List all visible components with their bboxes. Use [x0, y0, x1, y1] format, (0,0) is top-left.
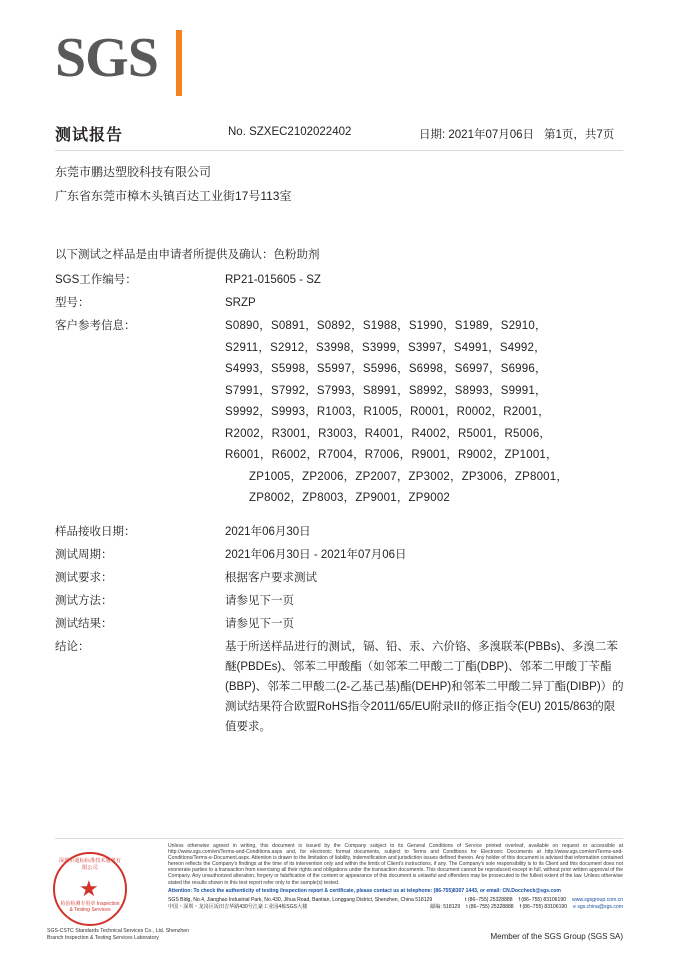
intro-text: 以下测试之样品是由申请者所提供及确认：色粉助剂 [55, 249, 320, 261]
report-header [55, 122, 625, 146]
list-item: S2911，S2912，S3998，S3999，S3997，S4991，S4992， [225, 341, 546, 354]
stamp-ring-text: 深圳市通标标准技术服务有限公司 [58, 858, 122, 871]
field-row [55, 545, 625, 566]
list-item: S9992，S9993，R1003，R1005，R0001，R0002，R2001， [225, 406, 550, 418]
field-value: 2021年06月30日 [225, 525, 311, 538]
field-value: 根据客户要求测试 [225, 571, 317, 584]
list-item: R6001，R6002，R7004，R7006，R9001，R9002，ZP1001， [225, 449, 558, 461]
footer-address-cn: 中国・深圳・龙岗区坂田吉华路430号江豪工业园4栋SGS大楼 [168, 903, 308, 910]
header-divider [55, 150, 623, 151]
field-value: 2021年06月30日 - 2021年07月06日 [225, 548, 407, 561]
field-row [55, 614, 625, 635]
page-count: 第1页，共7页 [544, 129, 615, 141]
sgs-logo [55, 28, 215, 98]
field-label: 测试方法： [55, 594, 113, 607]
stamp-caption: SGS-CSTC Standards Technical Services Co., Ltd. Shenzhen Branch Inspection & Testing Services Laboratory [47, 928, 190, 941]
customer-reference-row [55, 316, 625, 510]
list-item: S7991，S7992，S7993，S8991，S8992，S8993，S9991， [225, 384, 547, 397]
footer-address-row-en [168, 897, 623, 904]
field-value: 请参见下一页 [225, 617, 294, 630]
conclusion-text: 基于所送样品进行的测试，镉、铅、汞、六价铬、多溴联苯(PBBs)、多溴二苯醚(PBDEs)、邻苯二甲酸酯（如邻苯二甲酸二丁酯(DBP)、邻苯二甲酸丁苄酯(BBP)、邻苯二甲酸二(2-乙基己基)酯(DEHP)和邻苯二甲酸二异丁酯(DIBP)）的测试结果符合欧盟RoHS指令2011/65/EU附录II的修正指令(EU) 2015/863的限值要求。 [225, 640, 624, 733]
field-row [55, 591, 625, 612]
footer-fax-en: f (86−755) 83106190 [518, 896, 567, 903]
list-item: ZP8002，ZP8003，ZP9001，ZP9002 [249, 492, 451, 504]
field-label: 客户参考信息： [55, 320, 136, 332]
field-label: 样品接收日期： [55, 525, 136, 538]
member-line: Member of the SGS Group (SGS SA) [490, 932, 623, 941]
field-label: 测试周期： [55, 548, 113, 561]
customer-reference-list [225, 316, 625, 510]
field-value: RP21-015605 - SZ [225, 274, 321, 286]
sgs-logo-accent-bar [176, 30, 182, 96]
footer-legal-block [168, 843, 623, 911]
field-label: 结论： [55, 640, 90, 653]
field-label: 型号： [55, 297, 90, 309]
client-block [55, 160, 625, 208]
field-row [55, 293, 625, 314]
client-name: 东莞市鹏达塑胶科技有限公司 [55, 165, 212, 179]
list-item: S4993，S5998，S5997，S5996，S6998，S6997，S6996， [225, 363, 547, 375]
page-title: 测试报告 [55, 127, 124, 144]
footer-email[interactable]: e sgs.china@sgs.com [573, 903, 623, 910]
field-label: SGS工作编号： [55, 274, 137, 286]
field-row [55, 270, 625, 291]
footer-divider [55, 838, 623, 839]
footer-address-en: SGS Bldg, No.4, Jianghao Industrial Park, No.430, Jihua Road, Bantian, Longgang District, Shenzhen, China 518129 [168, 896, 433, 903]
footer-address-block [168, 897, 623, 911]
sgs-logo-text: SGS [55, 27, 158, 89]
list-item: ZP1005，ZP2006，ZP2007，ZP3002，ZP3006，ZP8001， [249, 470, 569, 483]
footer-phone-en: t (86−755) 25328888 [465, 896, 513, 903]
report-number: No. SZXEC2102022402 [228, 126, 352, 138]
field-row [55, 522, 625, 543]
list-item: S0890，S0891，S0892，S1988，S1990，S1989，S2910， [225, 320, 547, 332]
footer-attention: Attention: To check the authenticity of testing /inspection report & certificate, please contact us at telephone: (86-755)8307 1443, or email: CN.Doccheck@sgs.com [168, 887, 561, 894]
footer-web[interactable]: www.sgsgroup.com.cn [572, 896, 623, 903]
company-stamp [47, 852, 190, 941]
report-date: 日期: 2021年07月06日 [419, 129, 535, 141]
field-value: 请参见下一页 [225, 594, 294, 607]
field-row [55, 568, 625, 589]
footer-address-row-cn [168, 904, 623, 911]
footer-postcode-cn: 邮编: 518129 [430, 903, 461, 910]
star-icon: ★ [79, 876, 99, 901]
footer-paragraph: Unless otherwise agreed in writing, this document is issued by the Company subject to its General Conditions of Service printed overleaf, available on request or accessible at http://www.sgs.com/en/Terms-and-Conditions.aspx and, for electronic format documents, subject to Terms and Conditions for Electronic Documents at http://www.sgs.com/en/Terms-and-Conditions/Terms-e-Document.aspx. Attention is drawn to the limitation of liability, indemnification and jurisdiction issues defined therein. Any holder of this document is advised that information contained hereon reflects the Company's findings at the time of its intervention only and within the limits of Client's instructions, if any. The Company's sole responsibility is to its Client and this document does not exonerate parties to a transaction from exercising all their rights and obligations under the transaction documents. This document cannot be reproduced except in full, without prior written approval of the Company. Any unauthorized alteration, forgery or falsification of the content or appearance of this document is unlawful and offenders may be prosecuted to the fullest extent of the law. Unless otherwise stated the results shown in this test report refer only to the sample(s) tested. [168, 843, 623, 886]
conclusion-row [55, 637, 625, 737]
field-value: SRZP [225, 297, 256, 309]
footer-phone-cn: t (86−755) 25328888 [466, 903, 514, 910]
stamp-inner-text: 检验检测专用章 Inspection & Testing Services [60, 901, 120, 913]
field-label: 测试结果： [55, 617, 113, 630]
client-address: 广东省东莞市樟木头镇百达工业街17号113室 [55, 189, 292, 203]
list-item: R2002，R3001，R3003，R4001，R4002，R5001，R5006， [225, 427, 552, 440]
field-label: 测试要求： [55, 571, 113, 584]
footer-fax-cn: f (86−755) 83106190 [519, 903, 568, 910]
fields-table [55, 270, 625, 739]
